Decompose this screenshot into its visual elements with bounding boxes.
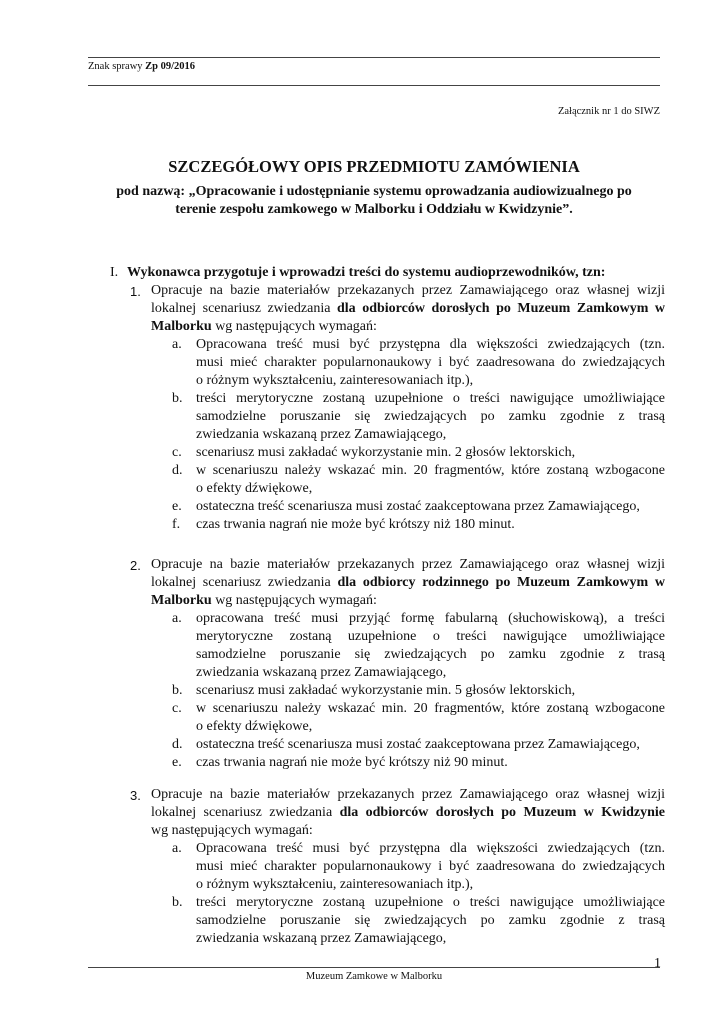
page-number: 1 bbox=[654, 956, 661, 971]
item-2c-line: o efekty dźwiękowe, bbox=[196, 719, 313, 734]
item-1a-line: musi mieć charakter popularnonaukowy i być zaadresowana do zwiedzających bbox=[196, 355, 665, 370]
item-2b-line: scenariusz musi zakładać wykorzystanie min. 5 głosów lektorskich, bbox=[196, 683, 576, 698]
section-heading: Wykonawca przygotuje i wprowadzi treści do systemu audioprzewodników, tzn: bbox=[127, 265, 606, 280]
item-1-number: 1. bbox=[130, 284, 141, 299]
item-2-number: 2. bbox=[130, 558, 141, 573]
item-2a-line: merytoryczne zostaną uzupełnione o treści nawigujące umożliwiające bbox=[196, 629, 665, 644]
item-1b-line: treści merytoryczne zostaną uzupełnione o treści nawigujące umożliwiające bbox=[196, 391, 665, 406]
item-3b-letter: b. bbox=[172, 895, 183, 910]
item-3-number: 3. bbox=[130, 788, 141, 803]
item-2-line: Opracuje na bazie materiałów przekazanych przez Zamawiającego oraz własnej wizji bbox=[151, 557, 665, 572]
item-2e-letter: e. bbox=[172, 755, 182, 770]
item-1-line: lokalnej scenariusz zwiedzania dla odbiorców dorosłych po Muzeum Zamkowym w bbox=[151, 301, 666, 316]
item-2a-line: opracowana treść musi przyjąć formę fabularną (słuchowiskową), a treści bbox=[196, 611, 665, 626]
item-1f-line: czas trwania nagrań nie może być krótszy niż 180 minut. bbox=[196, 517, 515, 532]
document-subtitle-line-1: pod nazwą: „Opracowanie i udostępnianie systemu oprowadzania audiowizualnego po bbox=[116, 184, 632, 199]
item-1-line: Malborku wg następujących wymagań: bbox=[151, 319, 377, 334]
header-bottom-rule bbox=[88, 85, 660, 86]
item-2-line: lokalnej scenariusz zwiedzania dla odbiorcy rodzinnego po Muzeum Zamkowym w bbox=[151, 575, 666, 590]
item-1-line: Opracuje na bazie materiałów przekazanych przez Zamawiającego oraz własnej wizji bbox=[151, 283, 665, 298]
attachment-label: Załącznik nr 1 do SIWZ bbox=[557, 106, 660, 117]
item-2d-line: ostateczna treść scenariusza musi zostać zaakceptowana przez Zamawiającego, bbox=[196, 737, 640, 752]
item-2-line: Malborku wg następujących wymagań: bbox=[151, 593, 377, 608]
item-1c-letter: c. bbox=[172, 445, 182, 460]
section-numeral: I. bbox=[110, 265, 119, 280]
item-1e-letter: e. bbox=[172, 499, 182, 514]
item-2d-letter: d. bbox=[172, 737, 183, 752]
item-2a-letter: a. bbox=[172, 611, 182, 626]
footer-rule bbox=[88, 967, 660, 968]
item-1a-letter: a. bbox=[172, 337, 182, 352]
item-2c-line: w scenariuszu należy wskazać min. 20 fragmentów, które zostaną wzbogacone bbox=[196, 701, 665, 716]
item-1c-line: scenariusz musi zakładać wykorzystanie min. 2 głosów lektorskich, bbox=[196, 445, 576, 460]
item-3-line: wg następujących wymagań: bbox=[151, 823, 313, 838]
item-3b-line: samodzielne poruszanie się zwiedzających po zamku zgodnie z trasą bbox=[196, 913, 665, 928]
item-1d-line: w scenariuszu należy wskazać min. 20 fragmentów, które zostaną wzbogacone bbox=[196, 463, 665, 478]
item-3a-line: Opracowana treść musi być przystępna dla większości zwiedzających (tzn. bbox=[196, 841, 665, 856]
item-2a-line: zwiedzania wskazaną przez Zamawiającego, bbox=[196, 665, 447, 680]
item-1b-letter: b. bbox=[172, 391, 183, 406]
header-top-rule bbox=[88, 57, 660, 58]
item-2e-line: czas trwania nagrań nie może być krótszy niż 90 minut. bbox=[196, 755, 508, 770]
item-3-line: Opracuje na bazie materiałów przekazanych przez Zamawiającego oraz własnej wizji bbox=[151, 787, 665, 802]
item-1f-letter: f. bbox=[172, 517, 181, 532]
item-3b-line: zwiedzania wskazaną przez Zamawiającego, bbox=[196, 931, 447, 946]
document-subtitle-line-2: terenie zespołu zamkowego w Malborku i Oddziału w Kwidzynie”. bbox=[175, 202, 573, 217]
item-3b-line: treści merytoryczne zostaną uzupełnione o treści nawigujące umożliwiające bbox=[196, 895, 665, 910]
item-1a-line: Opracowana treść musi być przystępna dla większości zwiedzających (tzn. bbox=[196, 337, 665, 352]
item-3a-line: musi mieć charakter popularnonaukowy i być zaadresowana do zwiedzających bbox=[196, 859, 665, 874]
item-1d-line: o efekty dźwiękowe, bbox=[196, 481, 313, 496]
item-1a-line: o różnym wykształceniu, zainteresowaniach itp.), bbox=[196, 373, 474, 388]
item-3a-line: o różnym wykształceniu, zainteresowaniach itp.), bbox=[196, 877, 474, 892]
item-2c-letter: c. bbox=[172, 701, 182, 716]
item-1b-line: zwiedzania wskazaną przez Zamawiającego, bbox=[196, 427, 447, 442]
item-2a-line: samodzielne poruszanie się zwiedzających po zamku zgodnie z trasą bbox=[196, 647, 665, 662]
case-number: Znak sprawy Zp 09/2016 bbox=[88, 61, 196, 72]
item-3-line: lokalnej scenariusz zwiedzania dla odbiorców dorosłych po Muzeum w Kwidzynie bbox=[151, 805, 666, 820]
item-1b-line: samodzielne poruszanie się zwiedzających po zamku zgodnie z trasą bbox=[196, 409, 665, 424]
footer-institution: Muzeum Zamkowe w Malborku bbox=[305, 971, 443, 982]
document-title: SZCZEGÓŁOWY OPIS PRZEDMIOTU ZAMÓWIENIA bbox=[168, 157, 580, 176]
item-2b-letter: b. bbox=[172, 683, 183, 698]
item-1e-line: ostateczna treść scenariusza musi zostać zaakceptowana przez Zamawiającego, bbox=[196, 499, 640, 514]
item-1d-letter: d. bbox=[172, 463, 183, 478]
item-3a-letter: a. bbox=[172, 841, 182, 856]
